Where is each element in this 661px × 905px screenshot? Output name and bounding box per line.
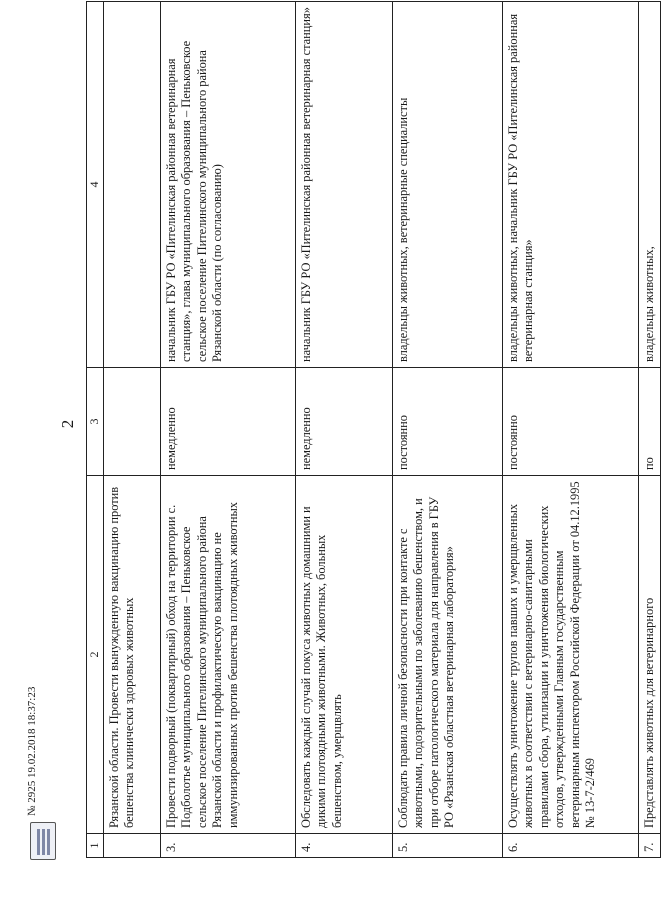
term-cell: немедленно (296, 368, 393, 476)
registration-stamp-icon (30, 822, 56, 860)
row-number: 7. (639, 834, 661, 858)
measure-cell: Обследовать каждый случай покуса животных домашними и дикими плотоядными животными. Животных, больных бешенством, умерщвлять (296, 476, 393, 834)
table-header-row (87, 2, 104, 858)
responsible-cell: владельцы животных, начальник ГБУ РО «Пителинская районная ветеринарная станция» (503, 2, 639, 368)
registration-number: № 2925 19.02.2018 18:37:23 (26, 686, 38, 816)
responsible-cell: владельцы животных, (639, 2, 661, 368)
measure-cell: Соблюдать правила личной безопасности при контакте с животными, подозрительными по заболеванию бешенством, и при отборе патологического материала для направления в ГБУ РО «Рязанская областная ветеринарная лаборатория» (393, 476, 503, 834)
measure-cell: Осуществлять уничтожение трупов павших и умерщвленных животных в соответствии с ветеринарно-санитарными правилами сбора, утилизации и уничтожения биологических отходов, утвержденными Главным государственным ветеринарным инспектором Российской Федерации от 04.12.1995 № 13-7-2/469 (503, 476, 639, 834)
term-cell: постоянно (393, 368, 503, 476)
row-number: 3. (161, 834, 296, 858)
row-number (104, 834, 161, 858)
term-cell: постоянно (503, 368, 639, 476)
term-cell: немедленно (161, 368, 296, 476)
term-cell: по (639, 368, 661, 476)
page-number: 2 (58, 419, 77, 429)
table-row (104, 2, 161, 858)
measures-table (86, 1, 661, 858)
table-row (161, 2, 296, 858)
row-number: 6. (503, 834, 639, 858)
responsible-cell: владельцы животных, ветеринарные специалисты (393, 2, 503, 368)
header-col-3: 3 (87, 368, 104, 476)
term-cell (104, 368, 161, 476)
measure-cell: Провести подворный (поквартирный) обход на территории с. Подболотье муниципального образования – Пеньковское сельское поселение Пителинского муниципального района Рязанской области и профилактическую вакцинацию не иммунизированных против бешенства плотоядных животных (161, 476, 296, 834)
header-col-2: 2 (87, 476, 104, 834)
responsible-cell (104, 2, 161, 368)
document-table-container (86, 2, 656, 858)
responsible-cell: начальник ГБУ РО «Пителинская районная ветеринарная станция», глава муниципального образования – Пеньковское сельское поселение Пителинского муниципального района Рязанской области (по согласованию) (161, 2, 296, 368)
measure-cell: Представлять животных для ветеринарного (639, 476, 661, 834)
table-row (639, 2, 661, 858)
row-number: 5. (393, 834, 503, 858)
row-number: 4. (296, 834, 393, 858)
measure-cell: Рязанской области. Провести вынужденную вакцинацию против бешенства клинически здоровых животных (104, 476, 161, 834)
table-row (393, 2, 503, 858)
header-col-1: 1 (87, 834, 104, 858)
responsible-cell: начальник ГБУ РО «Пителинская районная ветеринарная станция» (296, 2, 393, 368)
header-col-4: 4 (87, 2, 104, 368)
table-row (503, 2, 639, 858)
table-row (296, 2, 393, 858)
